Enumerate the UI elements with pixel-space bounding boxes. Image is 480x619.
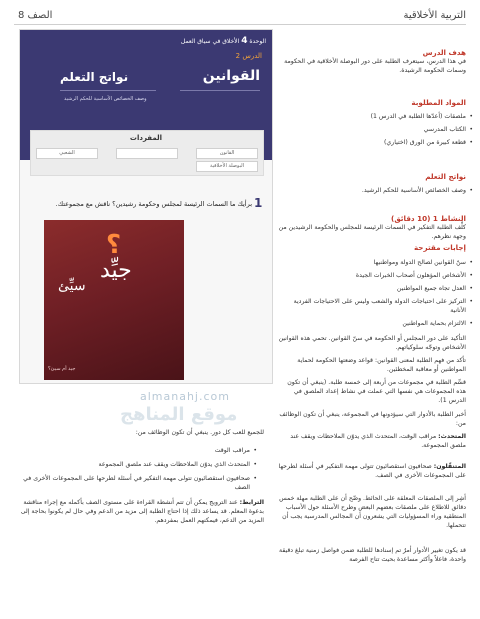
outcomes-section (276, 172, 466, 181)
paragraph: تأكد من فهم الطلبة لمعنى القوانين: قواعد وضعتها الحكومة لحماية المواطنين أو معاقبة المخطئين. (297, 357, 466, 373)
answers-heading: إجابات مقترحة (413, 243, 466, 252)
answer-item: العدل تجاه جميع المواطنين • (284, 284, 466, 293)
question-text: برأيك ما السمات الرئيسة لمجلس وحكومة رشيدين؟ ناقش مع مجموعتك. (55, 200, 252, 208)
guide-title: التربية الأخلاقية (403, 10, 466, 21)
wrap-label: الترابط: (239, 499, 264, 506)
unit-label: الوحدة (249, 38, 266, 45)
roles-paragraph (276, 432, 466, 450)
grade-label: الصف 8 (18, 10, 53, 21)
outcomes-heading: نواتج التعلم (425, 172, 466, 181)
outcomes-title: نواتج التعلم (60, 70, 129, 84)
activity-section (276, 214, 466, 252)
paragraph: التأكيد على دور المجلس أو الحكومة في سنّ القوانين. تحمي هذه القوانين الأشخاص وتوجّه سلوكياتهم. (278, 335, 466, 351)
header-divider (14, 24, 466, 25)
movers-text: صحافيون استقصائيون تتولى مهمة التفكير في أسئلة لطرحها على المجموعات الأخرى في الصف. (278, 463, 466, 479)
wrap-text: عند الترويج يمكن أن تتم أنشطة القراءة على مستوى الصف بأكمله مع إجراء مناقشة بدعوة المعلم. قد يساعد ذلك إذا احتاج الطلبة إلى مزيد من الدعم وفي حال لم يكونوا بحاجة إلى المزيد من الدعم، فيمكنهم العمل بمفردهم. (20, 499, 264, 524)
wrap-up-paragraph (14, 498, 264, 525)
unit-topic: الأخلاق في سياق العمل (180, 38, 240, 45)
answer-item: الأشخاص المؤهلون أصحاب الخبرات الجيدة • (284, 271, 466, 280)
materials-item: قطعة كبيرة من الورق (اختياري) • (284, 138, 466, 147)
outcomes-item: وصف الخصائص الأساسية للحكم الرشيد. • (284, 186, 466, 195)
watermark-text: موقع المناهج (120, 404, 238, 425)
image-word-bad: سيِّئ (58, 278, 86, 294)
vocab-cell: الشعبي (36, 148, 98, 159)
movers-label: المتنقّلون: (433, 463, 466, 470)
materials-heading: المواد المطلوبة (411, 98, 466, 107)
outcomes-text: وصف الخصائص الأساسية للحكم الرشيد (64, 96, 147, 102)
banner-rule-left (60, 90, 156, 91)
goal-heading: هدف الدرس (422, 48, 466, 57)
role-item: صحافيون استقصائيون تتولى مهمة التفكير في أسئلة لطرحها على المجموعات الأخرى في الصف • (14, 474, 250, 492)
answer-item: الالتزام بحماية المواطنين • (284, 319, 466, 328)
roles-paragraph-2 (276, 462, 466, 480)
paragraph: أخبر الطلبة بالأدوار التي سيؤدونها في المجموعة، ينبغي أن تكون الوظائف من: (279, 411, 466, 427)
banner-topline (26, 36, 266, 46)
unit-number: 4 (241, 36, 248, 46)
lesson-number: الدرس 2 (235, 52, 262, 60)
materials-item: ملصقات (أعدّها الطلبة في الدرس 1) • (284, 112, 466, 121)
question-number: 1 (254, 196, 263, 210)
banner-rule-right (180, 90, 260, 91)
goal-text: في هذا الدرس، سيتعرف الطلبة على دور البوصلة الأخلاقية في الحكومة وسمات الحكومة الرشيدة. (284, 58, 466, 74)
vocab-cell (116, 148, 178, 159)
roles-intro: للجميع للعب كل دور. ينبغي أن تكون الوظائف من: (135, 429, 264, 436)
activity-heading: النشاط 1 (10 دقائق) (391, 214, 466, 223)
materials-section (276, 98, 466, 107)
goal-section (276, 48, 466, 75)
paragraph: قسِّم الطلبة في مجموعات من أربعة إلى خمسة طلبة. (ينبغي أن تكون هذه المجموعات هي نفسها التي عملت في نشاط إعداد الملصق في الدرس 1). (287, 379, 466, 404)
paragraph: قد يكون تغيير الأدوار أمرٌ تم إسنادها للطلبة ضمن فواصل زمنية تبلغ دقيقة واحدة، فاعلاً وأكثر مساعدة بحيث تتاح الفرصة (279, 547, 466, 563)
watermark-url: almanahj.com (140, 390, 230, 403)
role-item: المتحدث الذي يدوّن الملاحظات ويقف عند ملصق المجموعة • (14, 460, 250, 469)
student-book-page (20, 30, 272, 383)
image-caption: جيد أم سيئ؟ (48, 366, 76, 372)
vocab-cell: القانون (196, 148, 258, 159)
role-item: مراقب الوقت • (14, 446, 250, 455)
speaker-text: مراقب الوقت، المتحدث الذي يدوّن الملاحظات ويقف عند ملصق المجموعة. (290, 433, 466, 449)
answer-item: التركيز على احتياجات الدولة والشعب وليس على الاحتياجات الفردية الأنانية • (284, 297, 466, 315)
activity-intro: كلِّف الطلبة التفكير في السمات الرئيسة للمجلس والحكومة الرشيدين من وجهة نظرهم. (278, 224, 466, 240)
materials-item: الكتاب المدرسي • (284, 125, 466, 134)
vocab-title: المفردات (129, 134, 163, 142)
lesson-title: القوانين (202, 68, 260, 84)
vocab-cell: البوصلة الأخلاقية (196, 161, 258, 172)
image-word-good: جيِّد (100, 258, 132, 283)
answer-item: سنّ القوانين لصالح الدولة ومواطنيها • (284, 258, 466, 267)
paragraph: أشِر إلى الملصقات المعلقة على الحائط. وضّح أن على الطلبة مهلة خمس دقائق للاطلاع على ملصقات بعضهم البعض وطرح الأسئلة حول الأسباب المنطقية وراء المسؤوليات التي يشعرون أن المجالس المدرسية يجب أن تتحملها. (279, 495, 466, 529)
question-mark-graphic: ؟ (106, 230, 122, 260)
speaker-label: المتحدث: (438, 433, 466, 440)
